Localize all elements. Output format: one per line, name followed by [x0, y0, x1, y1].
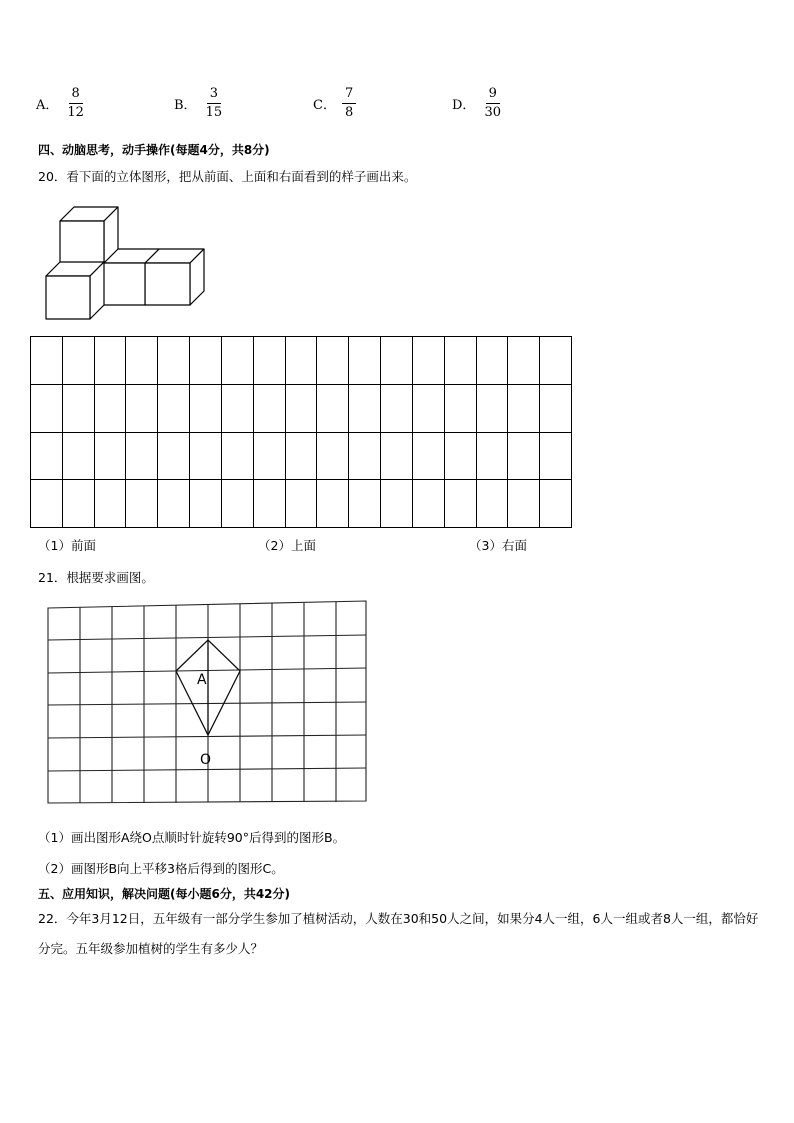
section-5-title: 五、应用知识，解决问题(每小题6分，共42分) [38, 887, 291, 901]
grid-cell[interactable] [126, 337, 158, 385]
grid-cell[interactable] [413, 433, 445, 481]
grid-cell[interactable] [31, 337, 63, 385]
grid-cell[interactable] [445, 385, 477, 433]
grid-cell[interactable] [477, 337, 509, 385]
question-22-text: 22．今年3月12日，五年级有一部分学生参加了植树活动，人数在30和50人之间，如果分4人一组，6人一组或者8人一组，都恰好分完。五年级参加植树的学生有多少人？ [38, 911, 759, 956]
option-b [174, 86, 225, 121]
answer-grid-20[interactable] [30, 336, 572, 528]
option-b-label: B． [174, 98, 197, 113]
grid-cell[interactable] [349, 433, 381, 481]
grid-cell[interactable] [540, 480, 572, 528]
grid-cell[interactable] [381, 385, 413, 433]
option-d-numerator: 9 [486, 86, 500, 104]
grid-cell[interactable] [158, 433, 190, 481]
option-c [313, 86, 356, 121]
grid-cell[interactable] [381, 337, 413, 385]
grid-cell[interactable] [317, 337, 349, 385]
grid-cell[interactable] [413, 385, 445, 433]
grid-cell[interactable] [126, 433, 158, 481]
option-d-label: D． [452, 98, 476, 113]
grid-cell[interactable] [63, 337, 95, 385]
grid-cell[interactable] [222, 385, 254, 433]
grid-cell[interactable] [286, 385, 318, 433]
kite-shape-a [176, 640, 240, 735]
grid-cell[interactable] [508, 480, 540, 528]
option-a-denominator: 12 [67, 105, 84, 120]
grid-cell[interactable] [95, 480, 127, 528]
grid-cell[interactable] [540, 385, 572, 433]
grid-cell[interactable] [413, 480, 445, 528]
grid-cell[interactable] [190, 385, 222, 433]
grid-cell[interactable] [190, 480, 222, 528]
section-4-title: 四、动脑思考，动手操作(每题4分，共8分) [38, 143, 270, 157]
grid-cell[interactable] [222, 480, 254, 528]
grid-cell[interactable] [95, 433, 127, 481]
grid-cell[interactable] [508, 433, 540, 481]
grid-cell[interactable] [349, 337, 381, 385]
option-b-denominator: 15 [205, 105, 223, 120]
grid-cell[interactable] [445, 433, 477, 481]
grid-cell[interactable] [477, 385, 509, 433]
grid-cell[interactable] [158, 480, 190, 528]
grid-cell[interactable] [540, 337, 572, 385]
question-21-part-1: （1）画出图形A绕O点顺时针旋转90°后得到的图形B。 [38, 830, 346, 845]
grid-cell[interactable] [413, 337, 445, 385]
grid-cell[interactable] [222, 337, 254, 385]
grid-cell[interactable] [381, 433, 413, 481]
option-a-numerator: 8 [69, 86, 83, 104]
cube-figure [40, 202, 210, 324]
grid-cell[interactable] [31, 433, 63, 481]
grid-cell[interactable] [254, 385, 286, 433]
grid-cell[interactable] [317, 433, 349, 481]
grid-cell[interactable] [158, 385, 190, 433]
grid-cell[interactable] [286, 480, 318, 528]
grid-cell[interactable] [63, 385, 95, 433]
grid-cell[interactable] [190, 337, 222, 385]
point-a-label: A [197, 672, 207, 688]
grid-cell[interactable] [254, 480, 286, 528]
point-o-label: O [200, 752, 212, 768]
option-b-numerator: 3 [207, 86, 221, 104]
grid-cell[interactable] [95, 337, 127, 385]
option-d-denominator: 30 [484, 105, 501, 120]
question-21-part-2: （2）画图形B向上平移3格后得到的图形C。 [38, 861, 284, 876]
caption-front: （1）前面 [38, 538, 96, 553]
grid-cell[interactable] [286, 337, 318, 385]
grid-cell[interactable] [63, 433, 95, 481]
grid-cell[interactable] [254, 433, 286, 481]
drawing-grid-21[interactable] [44, 598, 372, 808]
grid-cell[interactable] [158, 337, 190, 385]
grid-cell[interactable] [508, 385, 540, 433]
grid-cell[interactable] [445, 337, 477, 385]
question-20-text: 20．看下面的立体图形，把从前面、上面和右面看到的样子画出来。 [38, 169, 417, 184]
grid-cell[interactable] [477, 433, 509, 481]
grid-cell[interactable] [63, 480, 95, 528]
grid-cell[interactable] [381, 480, 413, 528]
grid-cell[interactable] [190, 433, 222, 481]
question-21-text: 21．根据要求画图。 [38, 570, 154, 585]
grid-cell[interactable] [31, 385, 63, 433]
grid-cell[interactable] [317, 385, 349, 433]
option-a [36, 86, 87, 121]
grid-cell[interactable] [349, 480, 381, 528]
grid-cell[interactable] [317, 480, 349, 528]
option-c-numerator: 7 [342, 86, 356, 104]
grid-cell[interactable] [349, 385, 381, 433]
option-c-fraction [342, 86, 356, 121]
grid-cell[interactable] [31, 480, 63, 528]
option-c-label: C． [313, 98, 336, 113]
grid-cell[interactable] [126, 385, 158, 433]
option-d-fraction [481, 86, 504, 121]
grid-cell[interactable] [222, 433, 254, 481]
option-a-fraction [64, 86, 87, 121]
grid-cell[interactable] [477, 480, 509, 528]
option-a-label: A． [36, 98, 59, 113]
option-d [452, 86, 504, 121]
option-b-fraction [203, 86, 226, 121]
caption-top: （2）上面 [258, 538, 316, 553]
grid-cell[interactable] [286, 433, 318, 481]
grid-cell[interactable] [254, 337, 286, 385]
grid-cell[interactable] [95, 385, 127, 433]
grid-cell[interactable] [508, 337, 540, 385]
grid-cell[interactable] [540, 433, 572, 481]
caption-right: （3）右面 [469, 538, 527, 553]
grid-cell[interactable] [126, 480, 158, 528]
grid-cell[interactable] [445, 480, 477, 528]
option-c-denominator: 8 [344, 105, 354, 120]
